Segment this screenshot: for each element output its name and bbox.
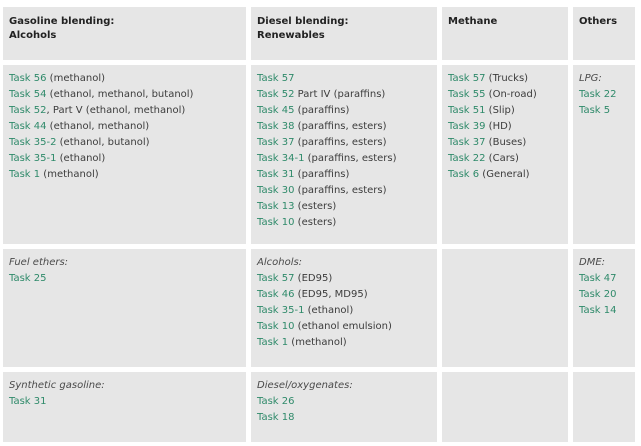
- task-note: (paraffins, esters): [294, 121, 387, 132]
- task-entry: [257, 394, 431, 410]
- task-link[interactable]: Task 44: [9, 121, 47, 132]
- task-entry: [257, 335, 431, 351]
- task-link[interactable]: Task 26: [257, 396, 295, 407]
- task-note: (ED95): [294, 273, 333, 284]
- task-note: (ethanol, butanol): [56, 137, 150, 148]
- task-entry: [448, 135, 562, 151]
- task-link[interactable]: Task 5: [579, 105, 611, 116]
- task-entry: [257, 287, 431, 303]
- task-note: (paraffins): [294, 105, 350, 116]
- column-header: [251, 7, 437, 60]
- task-entry: [257, 199, 431, 215]
- task-link[interactable]: Task 22: [448, 153, 486, 164]
- task-link[interactable]: Task 57: [448, 73, 486, 84]
- task-link[interactable]: Task 10: [257, 217, 295, 228]
- task-link[interactable]: Task 1: [257, 337, 289, 348]
- task-entry: [257, 319, 431, 335]
- table-cell: [251, 65, 437, 244]
- table-cell: [251, 249, 437, 367]
- task-note: (ethanol): [304, 305, 354, 316]
- task-entry: [9, 151, 240, 167]
- task-entry: [448, 71, 562, 87]
- column-header: [3, 7, 246, 60]
- table-cell: [3, 372, 246, 442]
- task-link[interactable]: Task 13: [257, 201, 295, 212]
- table-cell: [3, 65, 246, 244]
- task-table: [3, 7, 636, 441]
- task-link[interactable]: Task 52: [9, 105, 47, 116]
- column-header-title: Gasoline blending:: [9, 16, 115, 27]
- task-entry: [448, 119, 562, 135]
- task-entry: [448, 87, 562, 103]
- task-link[interactable]: Task 56: [9, 73, 47, 84]
- task-entry: [257, 167, 431, 183]
- task-note: (General): [479, 169, 530, 180]
- task-entry: [448, 103, 562, 119]
- task-entry: [257, 71, 431, 87]
- category-heading: Synthetic gasoline:: [9, 380, 105, 391]
- task-note: (paraffins, esters): [294, 185, 387, 196]
- task-link[interactable]: Task 37: [448, 137, 486, 148]
- task-entry: [448, 167, 562, 183]
- table-cell: [3, 249, 246, 367]
- task-note: (ethanol, methanol, butanol): [46, 89, 194, 100]
- task-link[interactable]: Task 35-1: [257, 305, 305, 316]
- task-entry: [579, 87, 629, 103]
- task-link[interactable]: Task 38: [257, 121, 295, 132]
- task-note: (paraffins): [294, 169, 350, 180]
- task-note: Part IV (paraffins): [294, 89, 386, 100]
- task-link[interactable]: Task 35-2: [9, 137, 57, 148]
- task-link[interactable]: Task 57: [257, 273, 295, 284]
- task-entry: [257, 151, 431, 167]
- task-entry: [579, 103, 629, 119]
- task-entry: [257, 303, 431, 319]
- task-link[interactable]: Task 37: [257, 137, 295, 148]
- category-heading: Alcohols:: [257, 257, 303, 268]
- task-link[interactable]: Task 54: [9, 89, 47, 100]
- task-entry: [9, 119, 240, 135]
- task-note: (paraffins, esters): [304, 153, 397, 164]
- task-link[interactable]: Task 31: [9, 396, 47, 407]
- column-header: [442, 7, 568, 60]
- task-entry: [257, 271, 431, 287]
- task-entry: [579, 287, 629, 303]
- task-link[interactable]: Task 20: [579, 289, 617, 300]
- task-note: (Trucks): [485, 73, 529, 84]
- category-heading: Fuel ethers:: [9, 257, 69, 268]
- table-cell: [442, 65, 568, 244]
- table-cell: [573, 65, 635, 244]
- task-note: (On-road): [485, 89, 537, 100]
- task-link[interactable]: Task 10: [257, 321, 295, 332]
- task-entry: [9, 271, 240, 287]
- column-header-title: Others: [579, 16, 618, 27]
- task-note: (ethanol, methanol): [46, 121, 150, 132]
- task-link[interactable]: Task 18: [257, 412, 295, 423]
- task-note: (methanol): [46, 73, 105, 84]
- task-entry: [257, 87, 431, 103]
- task-note: (Slip): [485, 105, 515, 116]
- task-note: (HD): [485, 121, 512, 132]
- task-link[interactable]: Task 57: [257, 73, 295, 84]
- task-link[interactable]: Task 34-1: [257, 153, 305, 164]
- task-link[interactable]: Task 52: [257, 89, 295, 100]
- task-note: (ED95, MD95): [294, 289, 368, 300]
- task-entry: [257, 135, 431, 151]
- task-link[interactable]: Task 55: [448, 89, 486, 100]
- table-cell: [442, 372, 568, 442]
- task-note: (ethanol): [56, 153, 106, 164]
- task-entry: [9, 71, 240, 87]
- task-entry: [579, 271, 629, 287]
- column-header-title: Methane: [448, 16, 498, 27]
- table-cell: [573, 249, 635, 367]
- task-note: (Buses): [485, 137, 527, 148]
- task-link[interactable]: Task 1: [9, 169, 41, 180]
- task-link[interactable]: Task 14: [579, 305, 617, 316]
- task-link[interactable]: Task 30: [257, 185, 295, 196]
- task-note: (ethanol emulsion): [294, 321, 392, 332]
- task-link[interactable]: Task 45: [257, 105, 295, 116]
- task-entry: [257, 183, 431, 199]
- task-entry: [257, 410, 431, 426]
- task-note: (paraffins, esters): [294, 137, 387, 148]
- task-note: , Part V (ethanol, methanol): [46, 105, 186, 116]
- task-link[interactable]: Task 39: [448, 121, 486, 132]
- task-entry: [257, 215, 431, 231]
- task-entry: [9, 167, 240, 183]
- task-link[interactable]: Task 22: [579, 89, 617, 100]
- task-link[interactable]: Task 25: [9, 273, 47, 284]
- task-entry: [448, 151, 562, 167]
- task-link[interactable]: Task 51: [448, 105, 486, 116]
- task-entry: [257, 119, 431, 135]
- task-entry: [9, 87, 240, 103]
- category-heading: Diesel/oxygenates:: [257, 380, 353, 391]
- table-cell: [442, 249, 568, 367]
- task-link[interactable]: Task 31: [257, 169, 295, 180]
- category-heading: LPG:: [579, 73, 602, 84]
- task-note: (methanol): [288, 337, 347, 348]
- task-link[interactable]: Task 46: [257, 289, 295, 300]
- category-heading: DME:: [579, 257, 606, 268]
- task-link[interactable]: Task 47: [579, 273, 617, 284]
- task-note: (esters): [294, 201, 337, 212]
- task-entry: [9, 103, 240, 119]
- task-entry: [9, 135, 240, 151]
- table-cell: [251, 372, 437, 442]
- table-cell: [573, 372, 635, 442]
- task-entry: [9, 394, 240, 410]
- task-note: (esters): [294, 217, 337, 228]
- task-entry: [579, 303, 629, 319]
- task-link[interactable]: Task 35-1: [9, 153, 57, 164]
- task-note: (methanol): [40, 169, 99, 180]
- task-link[interactable]: Task 6: [448, 169, 480, 180]
- task-note: (Cars): [485, 153, 519, 164]
- task-entry: [257, 103, 431, 119]
- column-header-subtitle: Renewables: [257, 30, 325, 41]
- column-header-subtitle: Alcohols: [9, 30, 57, 41]
- column-header: [573, 7, 635, 60]
- column-header-title: Diesel blending:: [257, 16, 349, 27]
